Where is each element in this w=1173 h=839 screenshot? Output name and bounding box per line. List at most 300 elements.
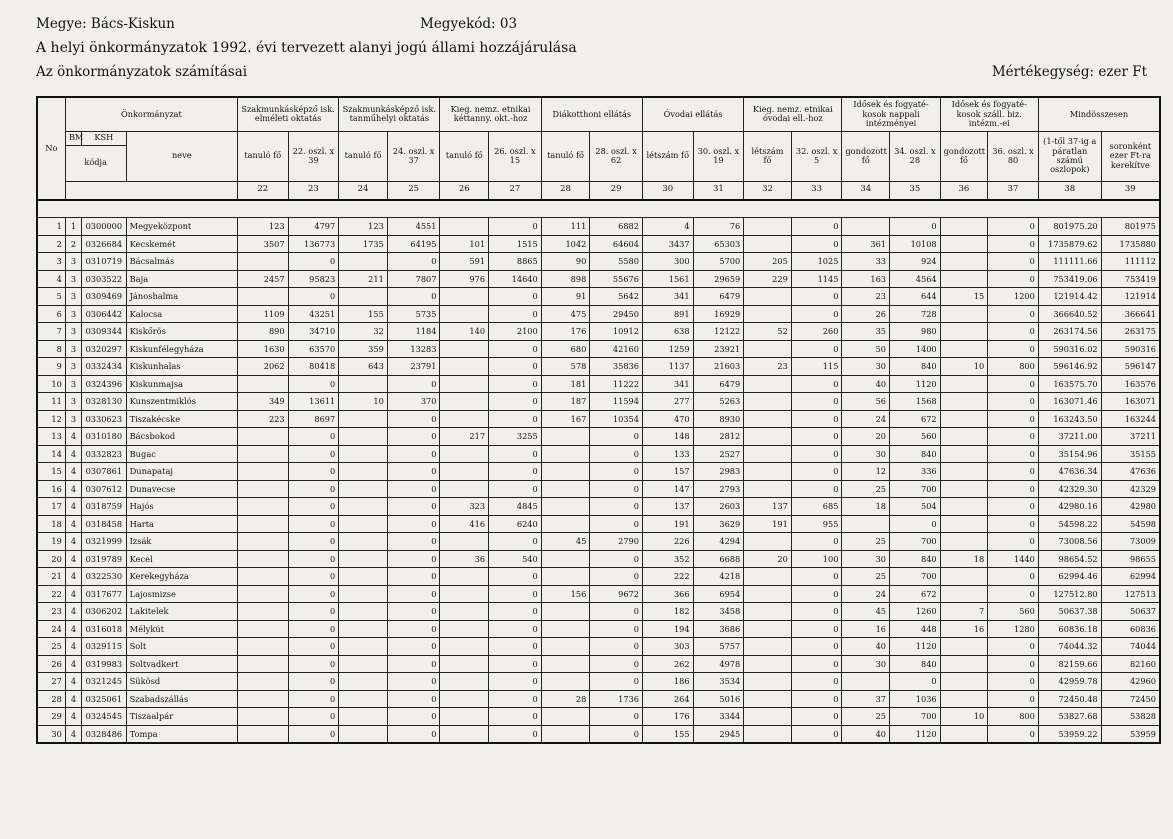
row-value: 700 [890,480,941,498]
sub-header: gondozott fő [842,131,890,181]
row-value: 2793 [693,480,744,498]
row-value: 0 [590,603,643,621]
row-value: 2603 [693,498,744,516]
row-value [339,445,388,463]
row-value: 37211.00 [1038,428,1101,446]
row-value [237,428,288,446]
row-value: 186 [642,673,693,691]
row-name: Lajosmizse [126,585,237,603]
row-value: 0 [387,550,440,568]
row-value: 111111.66 [1038,253,1101,271]
row-value: 263174.56 [1038,323,1101,341]
row-ksh: 0310719 [82,253,127,271]
row-value [339,568,388,586]
row-value: 6479 [693,375,744,393]
row-value: 0 [489,655,542,673]
row-value: 1736 [590,690,643,708]
row-value: 0 [288,638,339,656]
row-value: 211 [339,270,388,288]
row-value [237,463,288,481]
row-value: 0 [387,655,440,673]
row-value: 60836.18 [1038,620,1101,638]
row-value [744,638,792,656]
table-row [37,620,1160,638]
row-ksh: 0321999 [82,533,127,551]
row-value: 0 [489,445,542,463]
row-bm: 4 [65,515,81,533]
row-value: 12122 [693,323,744,341]
row-value: 0 [489,638,542,656]
group-header: Óvodai ellátás [642,97,743,131]
row-value: 5757 [693,638,744,656]
row-value: 638 [642,323,693,341]
row-ksh: 0329115 [82,638,127,656]
row-value: 0 [489,463,542,481]
row-value [237,620,288,638]
row-value: 0 [791,638,842,656]
sub-header: 32. oszl. x 5 [791,131,842,181]
row-value: 1042 [541,235,590,253]
row-value: 685 [791,498,842,516]
row-value: 0 [590,445,643,463]
row-value: 5642 [590,288,643,306]
row-value [940,638,988,656]
row-value: 840 [890,358,941,376]
row-value: 359 [339,340,388,358]
row-value [541,725,590,743]
row-bm: 1 [65,218,81,236]
row-value: 45 [541,533,590,551]
row-value: 0 [387,410,440,428]
row-value: 0 [988,305,1039,323]
ksh-header: KSH [82,131,127,145]
row-value [940,585,988,603]
row-value: 753419.06 [1038,270,1101,288]
row-value: 3534 [693,673,744,691]
row-value: 0 [288,445,339,463]
row-value: 6882 [590,218,643,236]
row-value: 0 [590,638,643,656]
row-value: 25 [842,533,890,551]
row-value: 30 [842,550,890,568]
row-value [339,603,388,621]
row-value: 0 [489,375,542,393]
row-value [440,358,489,376]
row-no: 19 [37,533,65,551]
row-value: 976 [440,270,489,288]
colnum: 35 [890,181,941,200]
row-value: 1200 [988,288,1039,306]
row-value: 0 [988,253,1039,271]
table-row [37,253,1160,271]
table-row [37,410,1160,428]
row-value: 560 [890,428,941,446]
sub-header: létszám fő [744,131,792,181]
row-value: 5700 [693,253,744,271]
row-value [339,725,388,743]
row-value: 0 [387,253,440,271]
row-value: 3686 [693,620,744,638]
row-value: 62994.46 [1038,568,1101,586]
row-value: 133 [642,445,693,463]
row-value: 0 [387,375,440,393]
row-value [940,515,988,533]
row-value: 35155 [1101,445,1160,463]
row-value: 1025 [791,253,842,271]
colnum: 24 [339,181,388,200]
row-value: 540 [489,550,542,568]
row-value [237,498,288,516]
row-value [237,533,288,551]
row-value [541,463,590,481]
row-value: 448 [890,620,941,638]
row-bm: 3 [65,270,81,288]
row-value [541,638,590,656]
row-value: 80418 [288,358,339,376]
row-no: 28 [37,690,65,708]
row-value: 0 [288,673,339,691]
row-value: 0 [988,463,1039,481]
row-value: 111112 [1101,253,1160,271]
row-value [440,638,489,656]
row-ksh: 0306442 [82,305,127,323]
row-value: 16929 [693,305,744,323]
row-value: 16 [842,620,890,638]
colnum: 36 [940,181,988,200]
row-value: 303 [642,638,693,656]
row-value: 1109 [237,305,288,323]
row-value: 0 [988,725,1039,743]
row-value [440,305,489,323]
row-value [440,603,489,621]
row-value: 32 [339,323,388,341]
row-ksh: 0318759 [82,498,127,516]
row-value: 111 [541,218,590,236]
row-value: 0 [387,463,440,481]
row-value: 25 [842,708,890,726]
row-no: 5 [37,288,65,306]
row-value: 6954 [693,585,744,603]
sub-header: 26. oszl. x 15 [489,131,542,181]
row-value: 0 [791,410,842,428]
row-value [440,480,489,498]
row-value: 24 [842,410,890,428]
row-value: 700 [890,568,941,586]
row-value: 504 [890,498,941,516]
table-row [37,533,1160,551]
row-value [744,568,792,586]
row-name: Megyeközpont [126,218,237,236]
row-value: 30 [842,655,890,673]
row-value: 11222 [590,375,643,393]
row-name: Jánoshalma [126,288,237,306]
row-value: 0 [489,410,542,428]
row-value: 0 [288,375,339,393]
row-value: 0 [387,638,440,656]
row-value: 3344 [693,708,744,726]
row-value [744,340,792,358]
row-value: 74044.32 [1038,638,1101,656]
row-name: Tiszakécske [126,410,237,428]
row-value: 23 [744,358,792,376]
row-value: 470 [642,410,693,428]
row-value: 34710 [288,323,339,341]
row-value: 370 [387,393,440,411]
row-value: 1184 [387,323,440,341]
row-name: Kunszentmiklós [126,393,237,411]
row-name: Kecel [126,550,237,568]
no-header: No [37,97,65,200]
row-value [744,288,792,306]
row-ksh: 0307612 [82,480,127,498]
row-value: 191 [744,515,792,533]
row-name: Dunavecse [126,480,237,498]
row-value [940,235,988,253]
row-value [440,340,489,358]
row-bm: 4 [65,603,81,621]
row-value: 176 [541,323,590,341]
row-value [541,673,590,691]
row-value: 0 [791,218,842,236]
row-value: 4845 [489,498,542,516]
row-value [940,428,988,446]
row-name: Dunapataj [126,463,237,481]
row-value: 0 [590,673,643,691]
row-value: 7807 [387,270,440,288]
row-bm: 4 [65,498,81,516]
row-value [744,690,792,708]
row-value: 349 [237,393,288,411]
row-value: 65303 [693,235,744,253]
row-value: 147 [642,480,693,498]
sub-header: tanuló fő [339,131,388,181]
row-value: 33 [842,253,890,271]
row-value: 82160 [1101,655,1160,673]
row-value: 47636.34 [1038,463,1101,481]
row-value: 35154.96 [1038,445,1101,463]
row-value: 40 [842,725,890,743]
row-value: 42960 [1101,673,1160,691]
row-value [440,673,489,691]
row-value [744,428,792,446]
table-row [37,568,1160,586]
row-bm: 3 [65,340,81,358]
row-value: 0 [791,445,842,463]
colnum: 39 [1101,181,1160,200]
row-value [339,638,388,656]
group-header: Kieg. nemz. etnikai óvodai ell.-hoz [744,97,842,131]
row-ksh: 0325061 [82,690,127,708]
row-value [237,480,288,498]
row-value: 0 [489,480,542,498]
row-value: 76 [693,218,744,236]
row-value [744,445,792,463]
sub-header: tanuló fő [237,131,288,181]
table-row [37,270,1160,288]
row-value [541,568,590,586]
row-value: 42980 [1101,498,1160,516]
row-ksh: 0326684 [82,235,127,253]
row-value: 5263 [693,393,744,411]
table-row [37,340,1160,358]
onkormanyzat-header: Önkormányzat [65,97,237,131]
row-value: 0 [791,393,842,411]
row-no: 20 [37,550,65,568]
row-value: 15 [940,288,988,306]
row-value: 800 [988,708,1039,726]
row-value: 0 [988,480,1039,498]
row-bm: 4 [65,708,81,726]
row-name: Kiskőrös [126,323,237,341]
row-value: 0 [590,480,643,498]
row-name: Bácsalmás [126,253,237,271]
colnum: 37 [988,181,1039,200]
row-bm: 4 [65,585,81,603]
row-value: 0 [489,533,542,551]
row-value: 2457 [237,270,288,288]
row-bm: 3 [65,393,81,411]
row-ksh: 0303522 [82,270,127,288]
row-value: 336 [890,463,941,481]
row-value [940,340,988,358]
colnum: 31 [693,181,744,200]
row-value: 56 [842,393,890,411]
row-value: 801975.20 [1038,218,1101,236]
row-no: 9 [37,358,65,376]
row-bm: 4 [65,445,81,463]
row-value: 0 [288,690,339,708]
row-value [440,288,489,306]
row-value [541,515,590,533]
row-value: 0 [590,620,643,638]
row-value: 64195 [387,235,440,253]
row-value: 0 [590,655,643,673]
colnum-blank [65,181,237,200]
row-no: 3 [37,253,65,271]
row-value: 10 [940,708,988,726]
row-value: 127513 [1101,585,1160,603]
row-value: 753419 [1101,270,1160,288]
table-row [37,690,1160,708]
row-value: 187 [541,393,590,411]
unit-label: Mértékegység: ezer Ft [991,64,1147,80]
row-value: 74044 [1101,638,1160,656]
row-value: 10354 [590,410,643,428]
row-value: 30 [842,445,890,463]
row-value: 0 [288,533,339,551]
row-value [940,673,988,691]
row-value [237,515,288,533]
row-value [339,533,388,551]
row-name: Kecskemét [126,235,237,253]
row-value: 35836 [590,358,643,376]
row-bm: 3 [65,323,81,341]
row-value: 2790 [590,533,643,551]
row-value: 30 [842,358,890,376]
row-value: 0 [489,673,542,691]
row-value: 1735 [339,235,388,253]
row-value: 0 [791,708,842,726]
row-no: 22 [37,585,65,603]
row-value: 0 [988,638,1039,656]
row-value: 2945 [693,725,744,743]
row-value: 53827.68 [1038,708,1101,726]
row-value [940,218,988,236]
row-value: 140 [440,323,489,341]
row-value: 42959.78 [1038,673,1101,691]
row-value: 3458 [693,603,744,621]
row-no: 26 [37,655,65,673]
row-value: 1259 [642,340,693,358]
row-value [940,375,988,393]
table-row [37,550,1160,568]
row-value: 18 [842,498,890,516]
row-value: 0 [791,690,842,708]
row-no: 15 [37,463,65,481]
row-no: 12 [37,410,65,428]
row-value: 229 [744,270,792,288]
row-value: 29450 [590,305,643,323]
table-row [37,235,1160,253]
row-value [744,673,792,691]
sub-header: 22. oszl. x 39 [288,131,339,181]
row-value [744,218,792,236]
sub-header: létszám fő [642,131,693,181]
row-value: 3629 [693,515,744,533]
row-value [744,603,792,621]
row-value [744,480,792,498]
row-value: 0 [288,550,339,568]
row-value: 91 [541,288,590,306]
row-no: 21 [37,568,65,586]
row-value [440,708,489,726]
row-value: 191 [642,515,693,533]
row-value: 163071 [1101,393,1160,411]
row-value [440,410,489,428]
row-value: 980 [890,323,941,341]
row-value: 136773 [288,235,339,253]
row-ksh: 0307861 [82,463,127,481]
row-value: 43251 [288,305,339,323]
row-value: 23921 [693,340,744,358]
row-value: 1260 [890,603,941,621]
row-value: 28 [541,690,590,708]
row-value: 0 [288,480,339,498]
row-bm: 4 [65,533,81,551]
row-value: 0 [791,340,842,358]
table-row [37,393,1160,411]
row-bm: 3 [65,375,81,393]
row-value: 55676 [590,270,643,288]
row-value: 6688 [693,550,744,568]
row-value: 644 [890,288,941,306]
row-value [440,655,489,673]
row-value: 37211 [1101,428,1160,446]
colnum: 27 [489,181,542,200]
row-value: 100 [791,550,842,568]
row-value [744,533,792,551]
row-value [237,690,288,708]
row-value: 3437 [642,235,693,253]
row-value: 0 [387,725,440,743]
county-label: Megye: Bács-Kiskun [36,16,175,32]
row-value: 0 [988,673,1039,691]
row-value: 0 [387,568,440,586]
row-bm: 4 [65,480,81,498]
row-bm: 4 [65,568,81,586]
row-value: 0 [988,270,1039,288]
row-value: 36 [440,550,489,568]
